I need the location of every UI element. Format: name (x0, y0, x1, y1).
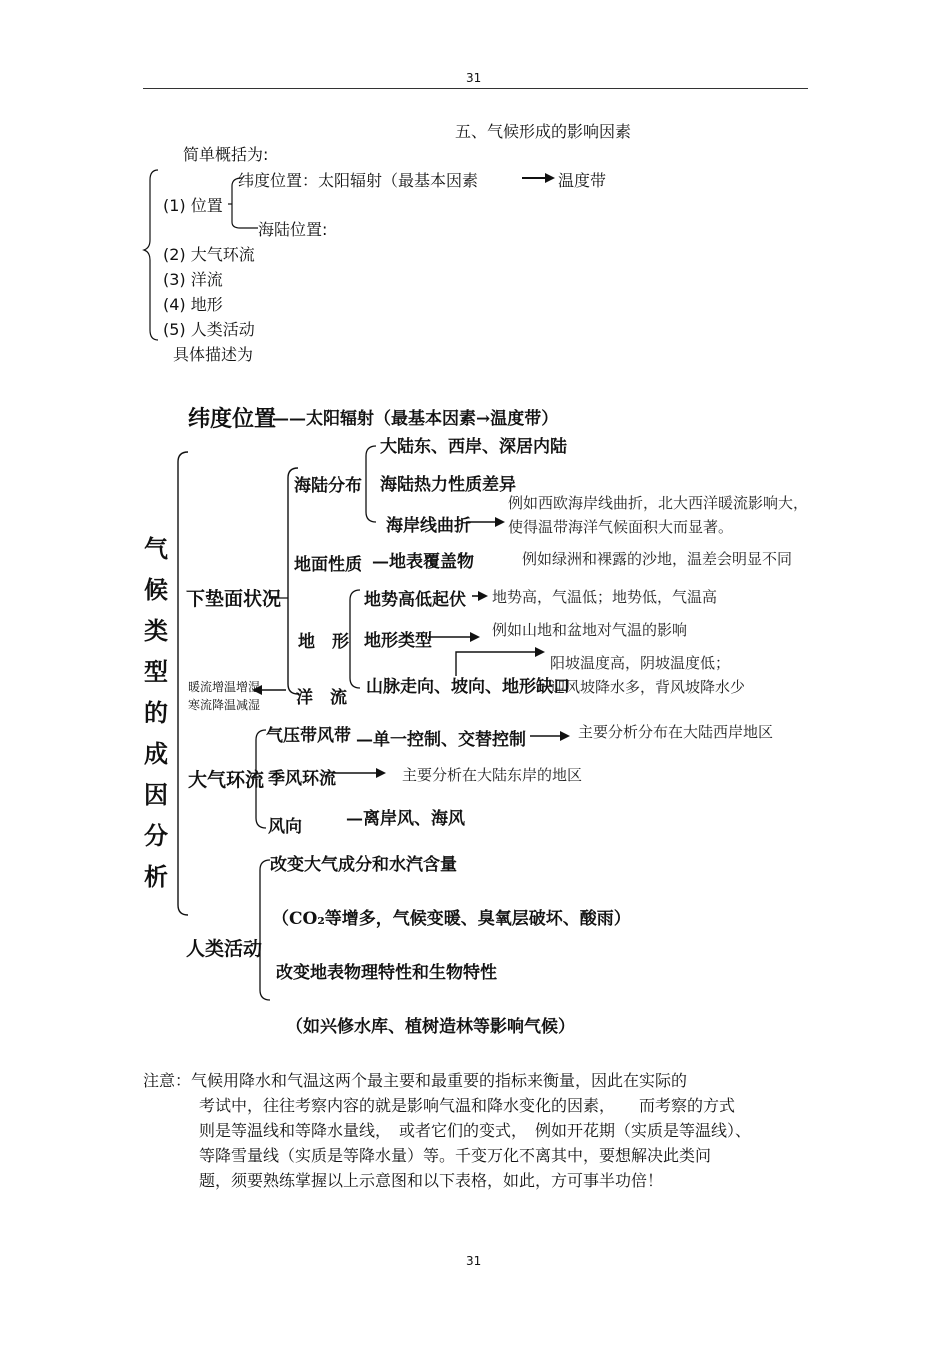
summary-item-3: (3) 洋流 (163, 270, 223, 289)
diagram-terrain-b-note: 例如山地和盆地对气温的影响 (492, 621, 688, 639)
diagram-current-note2: 寒流降温减湿 (188, 698, 261, 712)
summary-item-2: (2) 大气环流 (163, 245, 255, 264)
diagram-terrain-a-note: 地势高，气温低；地势低，气温高 (492, 588, 718, 606)
diagram-pressure-desc: —单一控制、交替控制 (356, 730, 526, 750)
summary-latitude-result: 温度带 (558, 171, 607, 190)
diagram-human-b-note: （如兴修水库、植树造林等影响气候） (286, 1017, 575, 1037)
summary-latitude: 纬度位置：太阳辐射（最基本因素 (238, 171, 479, 190)
diagram-pressure-note: 主要分析分布在大陆西岸地区 (578, 723, 774, 741)
diagram-sea-land-b: 海陆热力性质差异 (380, 475, 516, 495)
diagram-terrain-b: 地形类型 (364, 631, 432, 651)
diagram-surface: 地面性质 (294, 555, 362, 575)
page-number-top: 31 (466, 71, 482, 85)
diagram-surface-note: 例如绿洲和裸露的沙地，温差会明显不同 (522, 550, 793, 568)
diagram-underlying: 下垫面状况 (186, 588, 282, 610)
diagram-human-a-note: （CO₂等增多，气候变暖、臭氧层破坏、酸雨） (272, 909, 631, 929)
notes-block (143, 1068, 813, 1193)
summary-intro: 简单概括为: (183, 145, 269, 164)
diagram-sea-land-c-note2: 使得温带海洋气候面积大而显著。 (508, 518, 734, 536)
page-number-bottom: 31 (466, 1254, 482, 1268)
diagram-pressure: 气压带风带 (266, 726, 351, 746)
diagram-monsoon-note: 主要分析在大陆东岸的地区 (402, 766, 583, 784)
diagram-terrain-c-note1: 阳坡温度高，阴坡温度低； (550, 654, 731, 672)
section-heading: 五、气候形成的影响因素 (455, 122, 632, 141)
diagram-terrain: 地 形 (298, 632, 349, 652)
notes-line-2: 考试中，往往考察内容的就是影响气温和降水变化的因素， 而考察的方式 (199, 1096, 736, 1115)
diagram-terrain-c-note2: 迎风坡降水多，背风坡降水少 (550, 678, 746, 696)
diagram-monsoon: 季风环流 (268, 769, 336, 789)
diagram-latitude: 纬度位置 (188, 406, 277, 432)
summary-item-5: (5) 人类活动 (163, 320, 255, 339)
diagram-circulation: 大气环流 (188, 769, 265, 791)
diagram-surface-desc: —地表覆盖物 (372, 552, 474, 572)
diagram-wind: 风向 (268, 817, 302, 837)
summary-item-1: (1) 位置 (163, 196, 223, 215)
diagram-current-note1: 暖流增温增湿 (188, 680, 261, 694)
notes-line-5: 题，须要熟练掌握以上示意图和以下表格，如此，方可事半功倍！ (199, 1171, 664, 1190)
diagram-sea-land-c: 海岸线曲折 (386, 516, 471, 536)
diagram-human-a: 改变大气成分和水汽含量 (270, 855, 457, 875)
notes-line-3: 则是等温线和等降水量线， 或者它们的变式， 例如开花期（实质是等温线）、 (199, 1121, 752, 1140)
diagram-human: 人类活动 (186, 938, 263, 960)
notes-line-4: 等降雪量线（实质是等降水量）等。千变万化不离其中，要想解决此类问 (199, 1146, 712, 1165)
diagram-terrain-a: 地势高低起伏 (364, 590, 466, 610)
diagram-sea-land-a: 大陆东、西岸、深居内陆 (380, 437, 567, 457)
diagram-latitude-desc: ——太阳辐射（最基本因素→温度带） (272, 409, 559, 429)
diagram-current: 洋 流 (296, 688, 347, 708)
summary-sea-land: 海陆位置: (258, 220, 328, 239)
diagram-sea-land-c-note1: 例如西欧海岸线曲折，北大西洋暖流影响大， (508, 494, 809, 512)
diagram-human-b: 改变地表物理特性和生物特性 (276, 963, 497, 983)
notes-line-1: 注意：气候用降水和气温这两个最主要和最重要的指标来衡量，因此在实际的 (143, 1071, 688, 1090)
summary-item-4: (4) 地形 (163, 295, 223, 314)
diagram-wind-desc: —离岸风、海风 (346, 809, 465, 829)
diagram-sea-land: 海陆分布 (294, 476, 362, 496)
diagram-side-title: 气候类型的成因分析 (144, 534, 168, 891)
summary-detail-intro: 具体描述为 (173, 345, 254, 364)
diagram-terrain-c: 山脉走向、坡向、地形缺口 (366, 677, 570, 697)
